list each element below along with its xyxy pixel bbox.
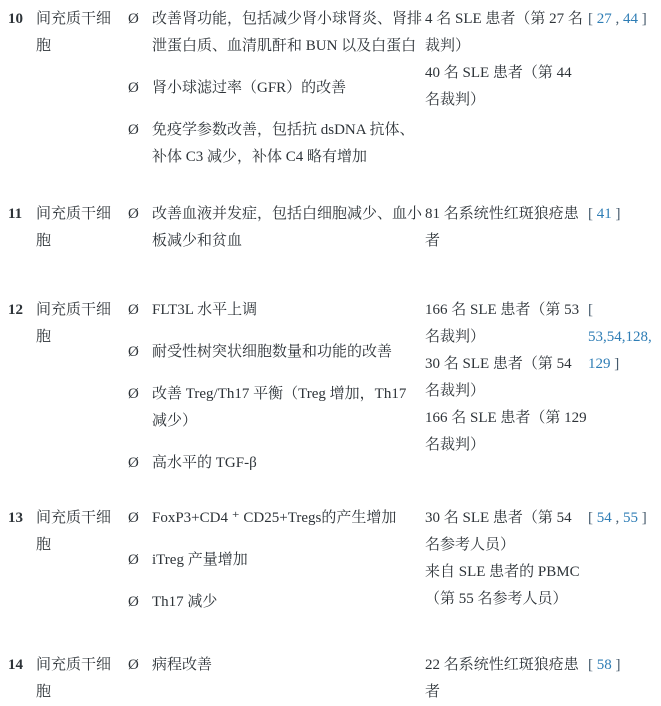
cell-type: 间充质干细胞 [36,657,112,700]
ref-separator: , [611,11,623,27]
patient-entry: 166 名 SLE 患者（第 129 名裁判） [425,410,587,453]
ref-link[interactable]: 27 [596,11,612,27]
empty-set-bullet-icon: Ø [128,206,139,222]
ref-line [588,505,661,532]
patient-entry: 40 名 SLE 患者（第 44 名裁判） [425,65,572,108]
effect-text: 改善肾功能，包括减少肾小球肾炎、肾排泄蛋白质、血清肌酐和 BUN 以及白蛋白 [152,11,423,54]
refs-cell [588,505,661,532]
ref-bracket: ] [638,510,647,526]
ref-bracket: ] [611,206,621,222]
effect-text: Th17 减少 [152,594,218,610]
effects-list [128,6,425,171]
bullet-item [128,75,425,102]
refs-cell [588,201,661,228]
ref-link[interactable]: 54 [596,510,612,526]
patient-entry: 30 名 SLE 患者（第 54 名参考人员） [425,510,572,553]
empty-set-bullet-icon: Ø [128,11,139,27]
effects-list [128,505,425,616]
table-row [8,505,661,616]
effects-list [128,201,425,255]
ref-bracket: ] [611,657,621,673]
bullet-item [128,450,425,477]
bullet-item [128,589,425,616]
empty-set-bullet-icon: Ø [128,344,139,360]
ref-bracket: [ [588,510,597,526]
effect-text: 免疫学参数改善，包括抗 dsDNA 抗体、补体 C3 减少，补体 C4 略有增加 [152,122,415,165]
bullet-item [128,297,425,324]
effect-text: 改善血液并发症，包括白细胞减少、血小板减少和贫血 [152,206,423,249]
ref-line [588,6,661,33]
empty-set-bullet-icon: Ø [128,657,139,673]
patients-cell [425,652,588,706]
row-number: 14 [8,657,23,673]
ref-link[interactable]: 55 [623,510,638,526]
ref-separator: , [611,510,623,526]
effects-list [128,297,425,477]
effect-text: 肾小球滤过率（GFR）的改善 [152,80,347,96]
row-number: 10 [8,11,23,27]
refs-cell [588,6,661,33]
empty-set-bullet-icon: Ø [128,594,139,610]
table-row [8,652,661,706]
patient-entry: 30 名 SLE 患者（第 54 名裁判） [425,356,572,399]
ref-line [588,201,661,228]
ref-bracket: [ [588,206,597,222]
ref-link[interactable]: 41 [596,206,612,222]
bullet-item [128,547,425,574]
empty-set-bullet-icon: Ø [128,552,139,568]
empty-set-bullet-icon: Ø [128,455,139,471]
cell-type: 间充质干细胞 [36,510,112,553]
cell-type: 间充质干细胞 [36,206,112,249]
empty-set-bullet-icon: Ø [128,386,139,402]
patients-cell [425,297,588,459]
patients-cell [425,201,588,255]
ref-bracket: [ [588,302,593,318]
table-row [8,201,661,255]
cell-type: 间充质干细胞 [36,302,112,345]
refs-cell [588,297,661,378]
patient-entry: 来自 SLE 患者的 PBMC（第 55 名参考人员） [425,564,580,607]
ref-bracket: [ [588,657,597,673]
empty-set-bullet-icon: Ø [128,80,139,96]
row-number: 11 [8,206,23,222]
bullet-item [128,381,425,435]
ref-bracket: ] [638,11,647,27]
patient-entry: 81 名系统性红斑狼疮患者 [425,206,579,249]
patient-entry: 166 名 SLE 患者（第 53 名裁判） [425,302,580,345]
ref-bracket: ] [610,356,620,372]
ref-line [588,297,661,324]
ref-link[interactable]: 129 [588,356,611,372]
bullet-item [128,339,425,366]
bullet-item [128,652,425,679]
row-number: 13 [8,510,23,526]
ref-link[interactable]: 53,54,128, [588,329,652,345]
table-row [8,6,661,171]
effects-list [128,652,425,679]
ref-bracket: [ [588,11,597,27]
ref-line [588,324,661,351]
refs-cell [588,652,661,679]
effect-text: iTreg 产量增加 [152,552,248,568]
empty-set-bullet-icon: Ø [128,302,139,318]
row-number: 12 [8,302,23,318]
bullet-item [128,505,425,532]
ref-link[interactable]: 58 [596,657,612,673]
bullet-item [128,201,425,255]
patients-cell [425,505,588,613]
ref-link[interactable]: 44 [623,11,638,27]
ref-line [588,351,661,378]
effect-text: FLT3L 水平上调 [152,302,258,318]
effect-text: 高水平的 TGF-β [152,455,257,471]
ref-line [588,652,661,679]
effect-text: 病程改善 [152,657,213,673]
bullet-item [128,117,425,171]
patient-entry: 22 名系统性红斑狼疮患者 [425,657,579,700]
cell-type: 间充质干细胞 [36,11,112,54]
effect-text: 耐受性树突状细胞数量和功能的改善 [152,344,393,360]
empty-set-bullet-icon: Ø [128,510,139,526]
patients-cell [425,6,588,114]
effect-text: 改善 Treg/Th17 平衡（Treg 增加，Th17 减少） [152,386,407,429]
patient-entry: 4 名 SLE 患者（第 27 名裁判） [425,11,583,54]
effect-text: FoxP3+CD4 ⁺ CD25+Tregs的产生增加 [152,510,397,526]
bullet-item [128,6,425,60]
empty-set-bullet-icon: Ø [128,122,139,138]
table-row [8,297,661,477]
